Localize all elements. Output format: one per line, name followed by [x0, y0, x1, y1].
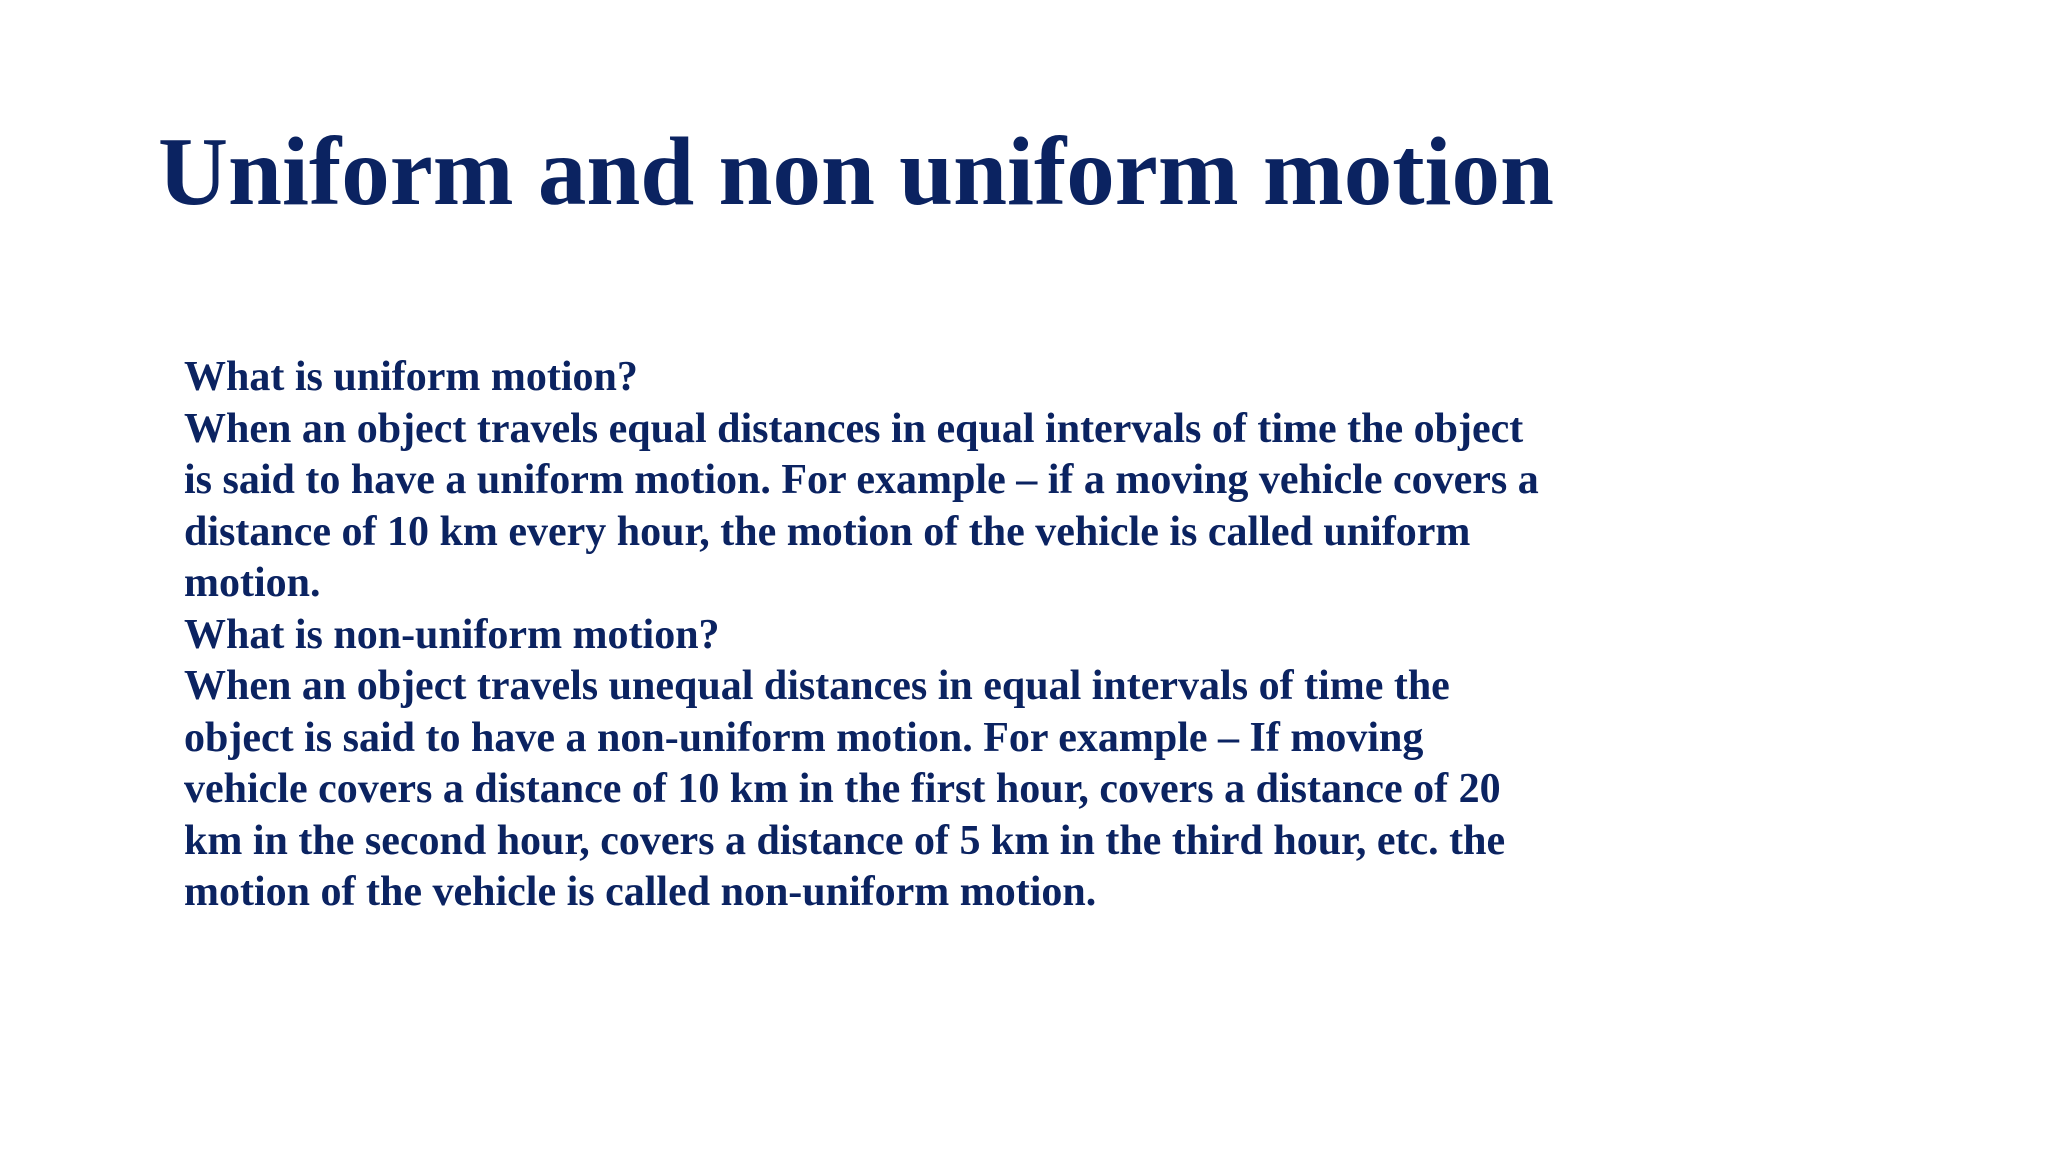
- body-line: object is said to have a non-uniform motion. For example – If moving: [184, 714, 1424, 761]
- body-line: distance of 10 km every hour, the motion of the vehicle is called uniform: [184, 508, 1471, 555]
- slide-body: [184, 352, 1624, 919]
- body-line: When an object travels equal distances in equal intervals of time the object: [184, 405, 1524, 452]
- body-line: vehicle covers a distance of 10 km in the first hour, covers a distance of 20: [184, 766, 1501, 812]
- body-line: motion of the vehicle is called non-uniform motion.: [184, 869, 1097, 915]
- body-line: km in the second hour, covers a distance of 5 km in the third hour, etc. the: [184, 817, 1506, 864]
- body-line: motion.: [184, 560, 321, 606]
- body-line: is said to have a uniform motion. For example – if a moving vehicle covers a: [184, 457, 1539, 503]
- body-line: When an object travels unequal distances in equal intervals of time the: [184, 663, 1450, 709]
- body-line-question-uniform: What is uniform motion?: [184, 354, 638, 400]
- body-line-question-non-uniform: What is non-uniform motion?: [184, 611, 720, 658]
- slide-title: Uniform and non uniform motion: [158, 118, 1554, 225]
